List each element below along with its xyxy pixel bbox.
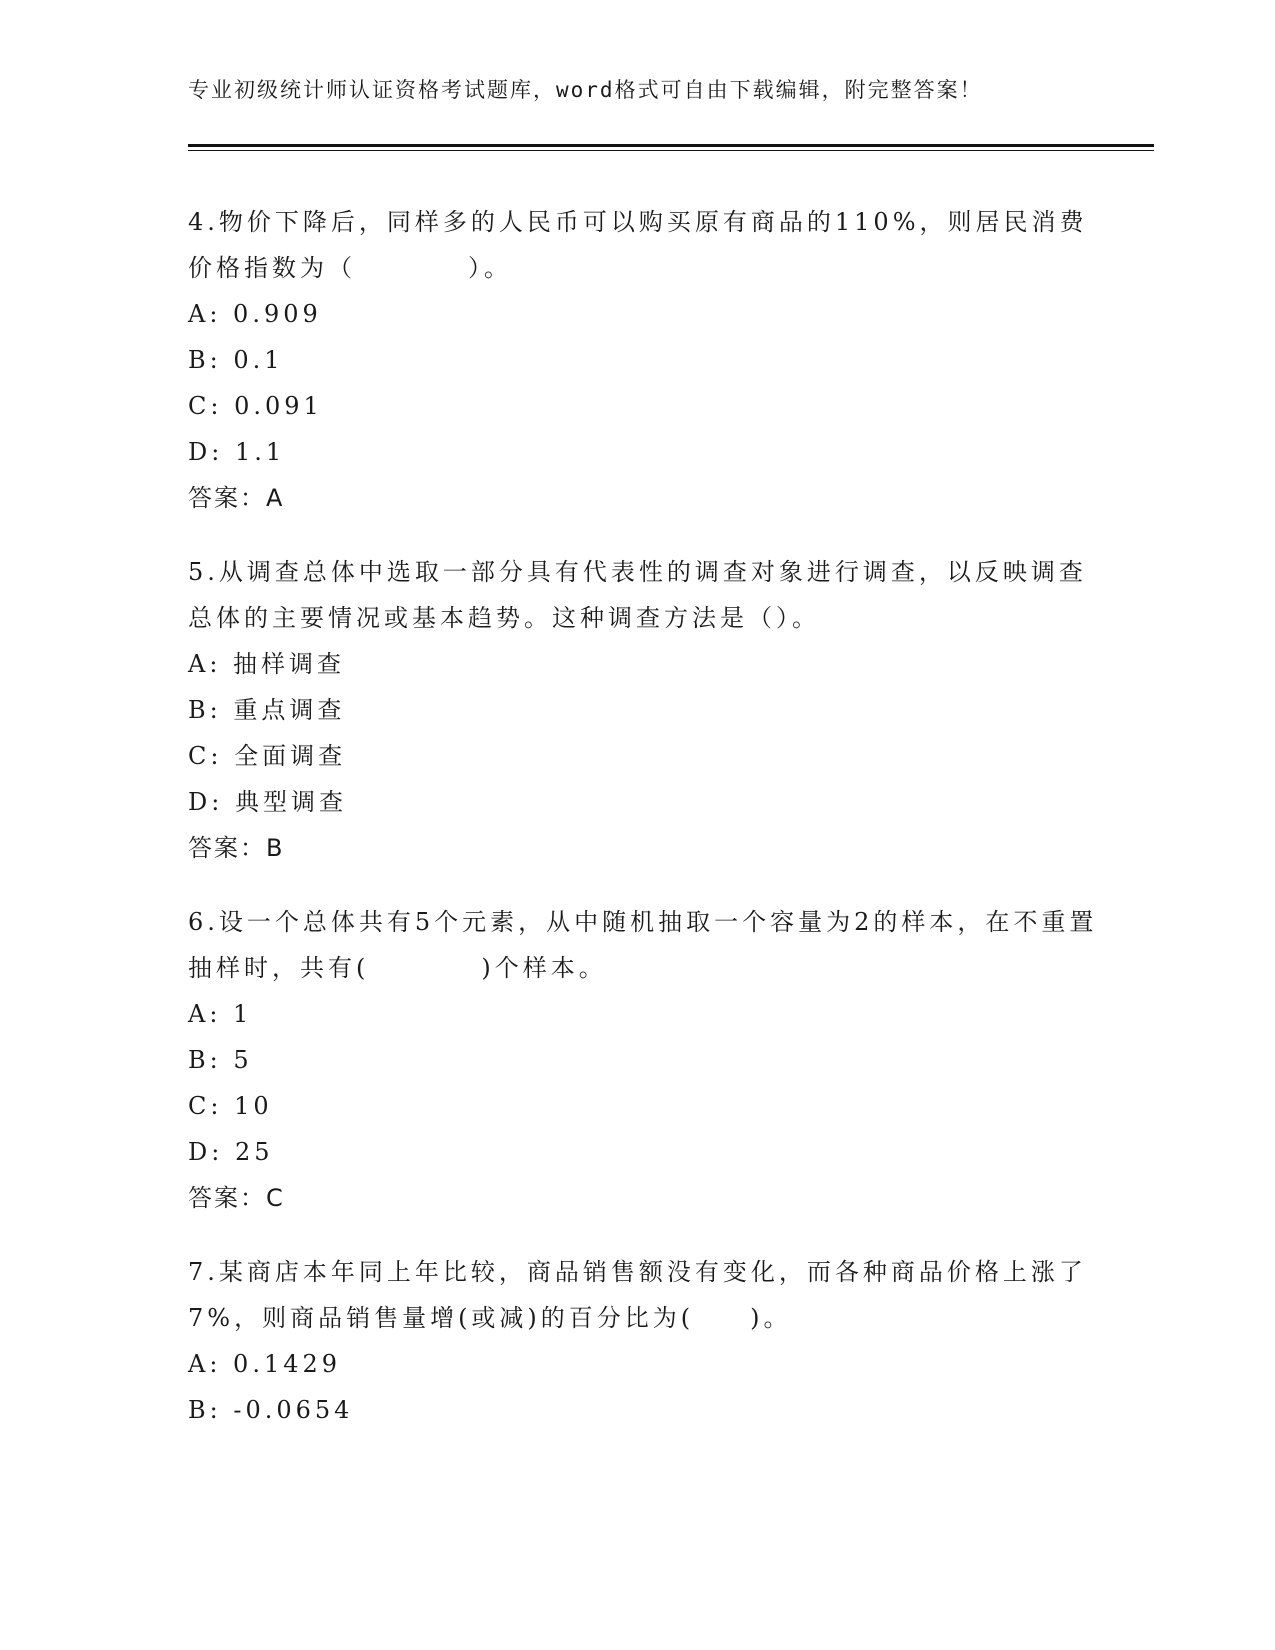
question-stem: 5.从调查总体中选取一部分具有代表性的调查对象进行调查，以反映调查总体的主要情况或基本趋势。这种调查方法是（）。 [188, 558, 1087, 632]
question-4 [188, 199, 1108, 521]
question-5 [188, 549, 1108, 871]
question-stem: 6.设一个总体共有5个元素，从中随机抽取一个容量为2的样本，在不重置抽样时，共有( )个样本。 [188, 908, 1098, 982]
option-b: B: 重点调查 [188, 696, 346, 724]
option-b: B: 5 [188, 1046, 253, 1074]
option-c: C: 全面调查 [188, 742, 347, 770]
option-d: D: 25 [188, 1138, 274, 1166]
option-d: D: 1.1 [188, 438, 286, 466]
answer-line: 答案：A [188, 484, 285, 512]
option-b: B: -0.0654 [188, 1396, 354, 1424]
question-7 [188, 1249, 1108, 1433]
option-a: A: 0.909 [188, 300, 322, 328]
option-c: C: 10 [188, 1092, 273, 1120]
option-a: A: 0.1429 [188, 1350, 342, 1378]
question-6 [188, 899, 1108, 1221]
answer-line: 答案：C [188, 1184, 285, 1212]
option-c: C: 0.091 [188, 392, 323, 420]
header-rule-thick [188, 144, 1154, 147]
option-b: B: 0.1 [188, 346, 284, 374]
option-a: A: 1 [188, 1000, 253, 1028]
question-stem: 7.某商店本年同上年比较，商品销售额没有变化，而各种商品价格上涨了7%，则商品销售量增(或减)的百分比为( )。 [188, 1258, 1087, 1332]
header-rule-thin [188, 150, 1154, 151]
option-a: A: 抽样调查 [188, 650, 346, 678]
answer-line: 答案：B [188, 834, 285, 862]
option-d: D: 典型调查 [188, 788, 347, 816]
page-header-text: 专业初级统计师认证资格考试题库，word格式可自由下载编辑，附完整答案！ [188, 78, 983, 102]
question-stem: 4.物价下降后，同样多的人民币可以购买原有商品的110%，则居民消费价格指数为（ ）。 [188, 208, 1088, 282]
